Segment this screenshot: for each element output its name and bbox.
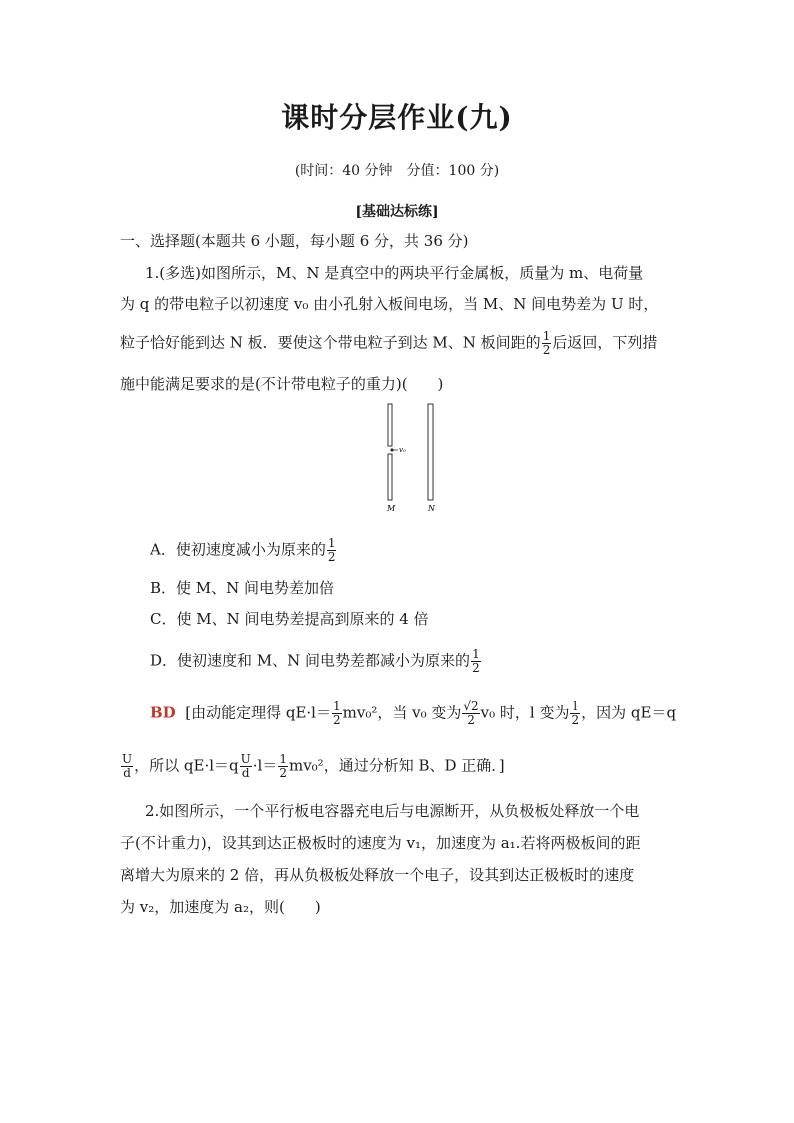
q1-explanation-line-1: BD [由动能定理得 qE·l＝ $\frac{1}{2}$ mv₀²，当 v₀ 变为 $\frac{√2}{2}$ v₀ 时，l 变为 $\frac{l}{2}$ ，因为 qE＝q bbox=[150, 699, 677, 727]
q1-line-2: 为 q 的带电粒子以初速度 v₀ 由小孔射入板间电场，当 M、N 间电势差为 U 时， bbox=[120, 295, 659, 313]
fraction: $\frac{√2}{2}$ bbox=[463, 699, 479, 727]
fraction: $\frac{U}{d}$ bbox=[240, 752, 251, 780]
section-heading: [基础达标练] bbox=[355, 204, 439, 220]
q1-line-4: 施中能满足要求的是(不计带电粒子的重力)( ) bbox=[120, 375, 444, 393]
page-title: 课时分层作业(九) bbox=[281, 101, 513, 134]
q2-line-4: 为 v₂，加速度为 a₂，则( ) bbox=[120, 898, 321, 916]
fraction-half: $\frac{1}{2}$ bbox=[542, 329, 551, 357]
option-d: D．使初速度和 M、N 间电势差都减小为原来的 $\frac{1}{2}$ bbox=[150, 647, 480, 675]
fraction: $\frac{U}{d}$ bbox=[122, 752, 133, 780]
parallel-plates-figure bbox=[384, 402, 444, 514]
option-b: B．使 M、N 间电势差加倍 bbox=[150, 579, 335, 597]
plate-m-lower bbox=[388, 454, 392, 500]
fraction-half: $\frac{1}{2}$ bbox=[327, 536, 336, 564]
q1-explanation-line-2: $\frac{U}{d}$ ，所以 qE·l＝q $\frac{U}{d}$ ·l＝ $\frac{1}{2}$ mv₀²，通过分析知 B、D 正确．] bbox=[122, 752, 505, 780]
q2-line-2: 子(不计重力)，设其到达正极板时的速度为 v₁，加速度为 a₁.若将两极板间的距 bbox=[120, 834, 641, 852]
q2-line-3: 离增大为原来的 2 倍，再从负极板处释放一个电子，设其到达正极板时的速度 bbox=[120, 866, 635, 884]
q1-line-3: 粒子恰好能到达 N 板．要使这个带电粒子到达 M、N 板间距的 $\frac{1}{2}$ 后返回，下列措 bbox=[120, 329, 658, 357]
plate-n-label: N bbox=[428, 504, 435, 513]
option-a: A．使初速度减小为原来的 $\frac{1}{2}$ bbox=[150, 536, 336, 564]
time-score-info: (时间：40 分钟 分值：100 分) bbox=[294, 163, 500, 179]
answer-badge: BD bbox=[150, 703, 176, 722]
plate-m-upper bbox=[388, 404, 392, 446]
velocity-label: v₀ bbox=[399, 446, 406, 454]
plate-n bbox=[428, 404, 433, 500]
plate-m-label: M bbox=[387, 504, 396, 513]
fraction: $\frac{1}{2}$ bbox=[332, 699, 341, 727]
fraction: $\frac{l}{2}$ bbox=[571, 699, 580, 727]
fraction: $\frac{1}{2}$ bbox=[279, 752, 287, 780]
part-heading: 一、选择题(本题共 6 小题，每小题 6 分，共 36 分) bbox=[120, 232, 469, 250]
option-c: C．使 M、N 间电势差提高到原来的 4 倍 bbox=[150, 610, 429, 628]
fraction-half: $\frac{1}{2}$ bbox=[472, 647, 480, 675]
q2-line-1: 2.如图所示，一个平行板电容器充电后与电源断开，从负极板处释放一个电 bbox=[145, 802, 640, 820]
q1-line-1: 1.(多选)如图所示，M、N 是真空中的两块平行金属板，质量为 m、电荷量 bbox=[145, 264, 644, 282]
